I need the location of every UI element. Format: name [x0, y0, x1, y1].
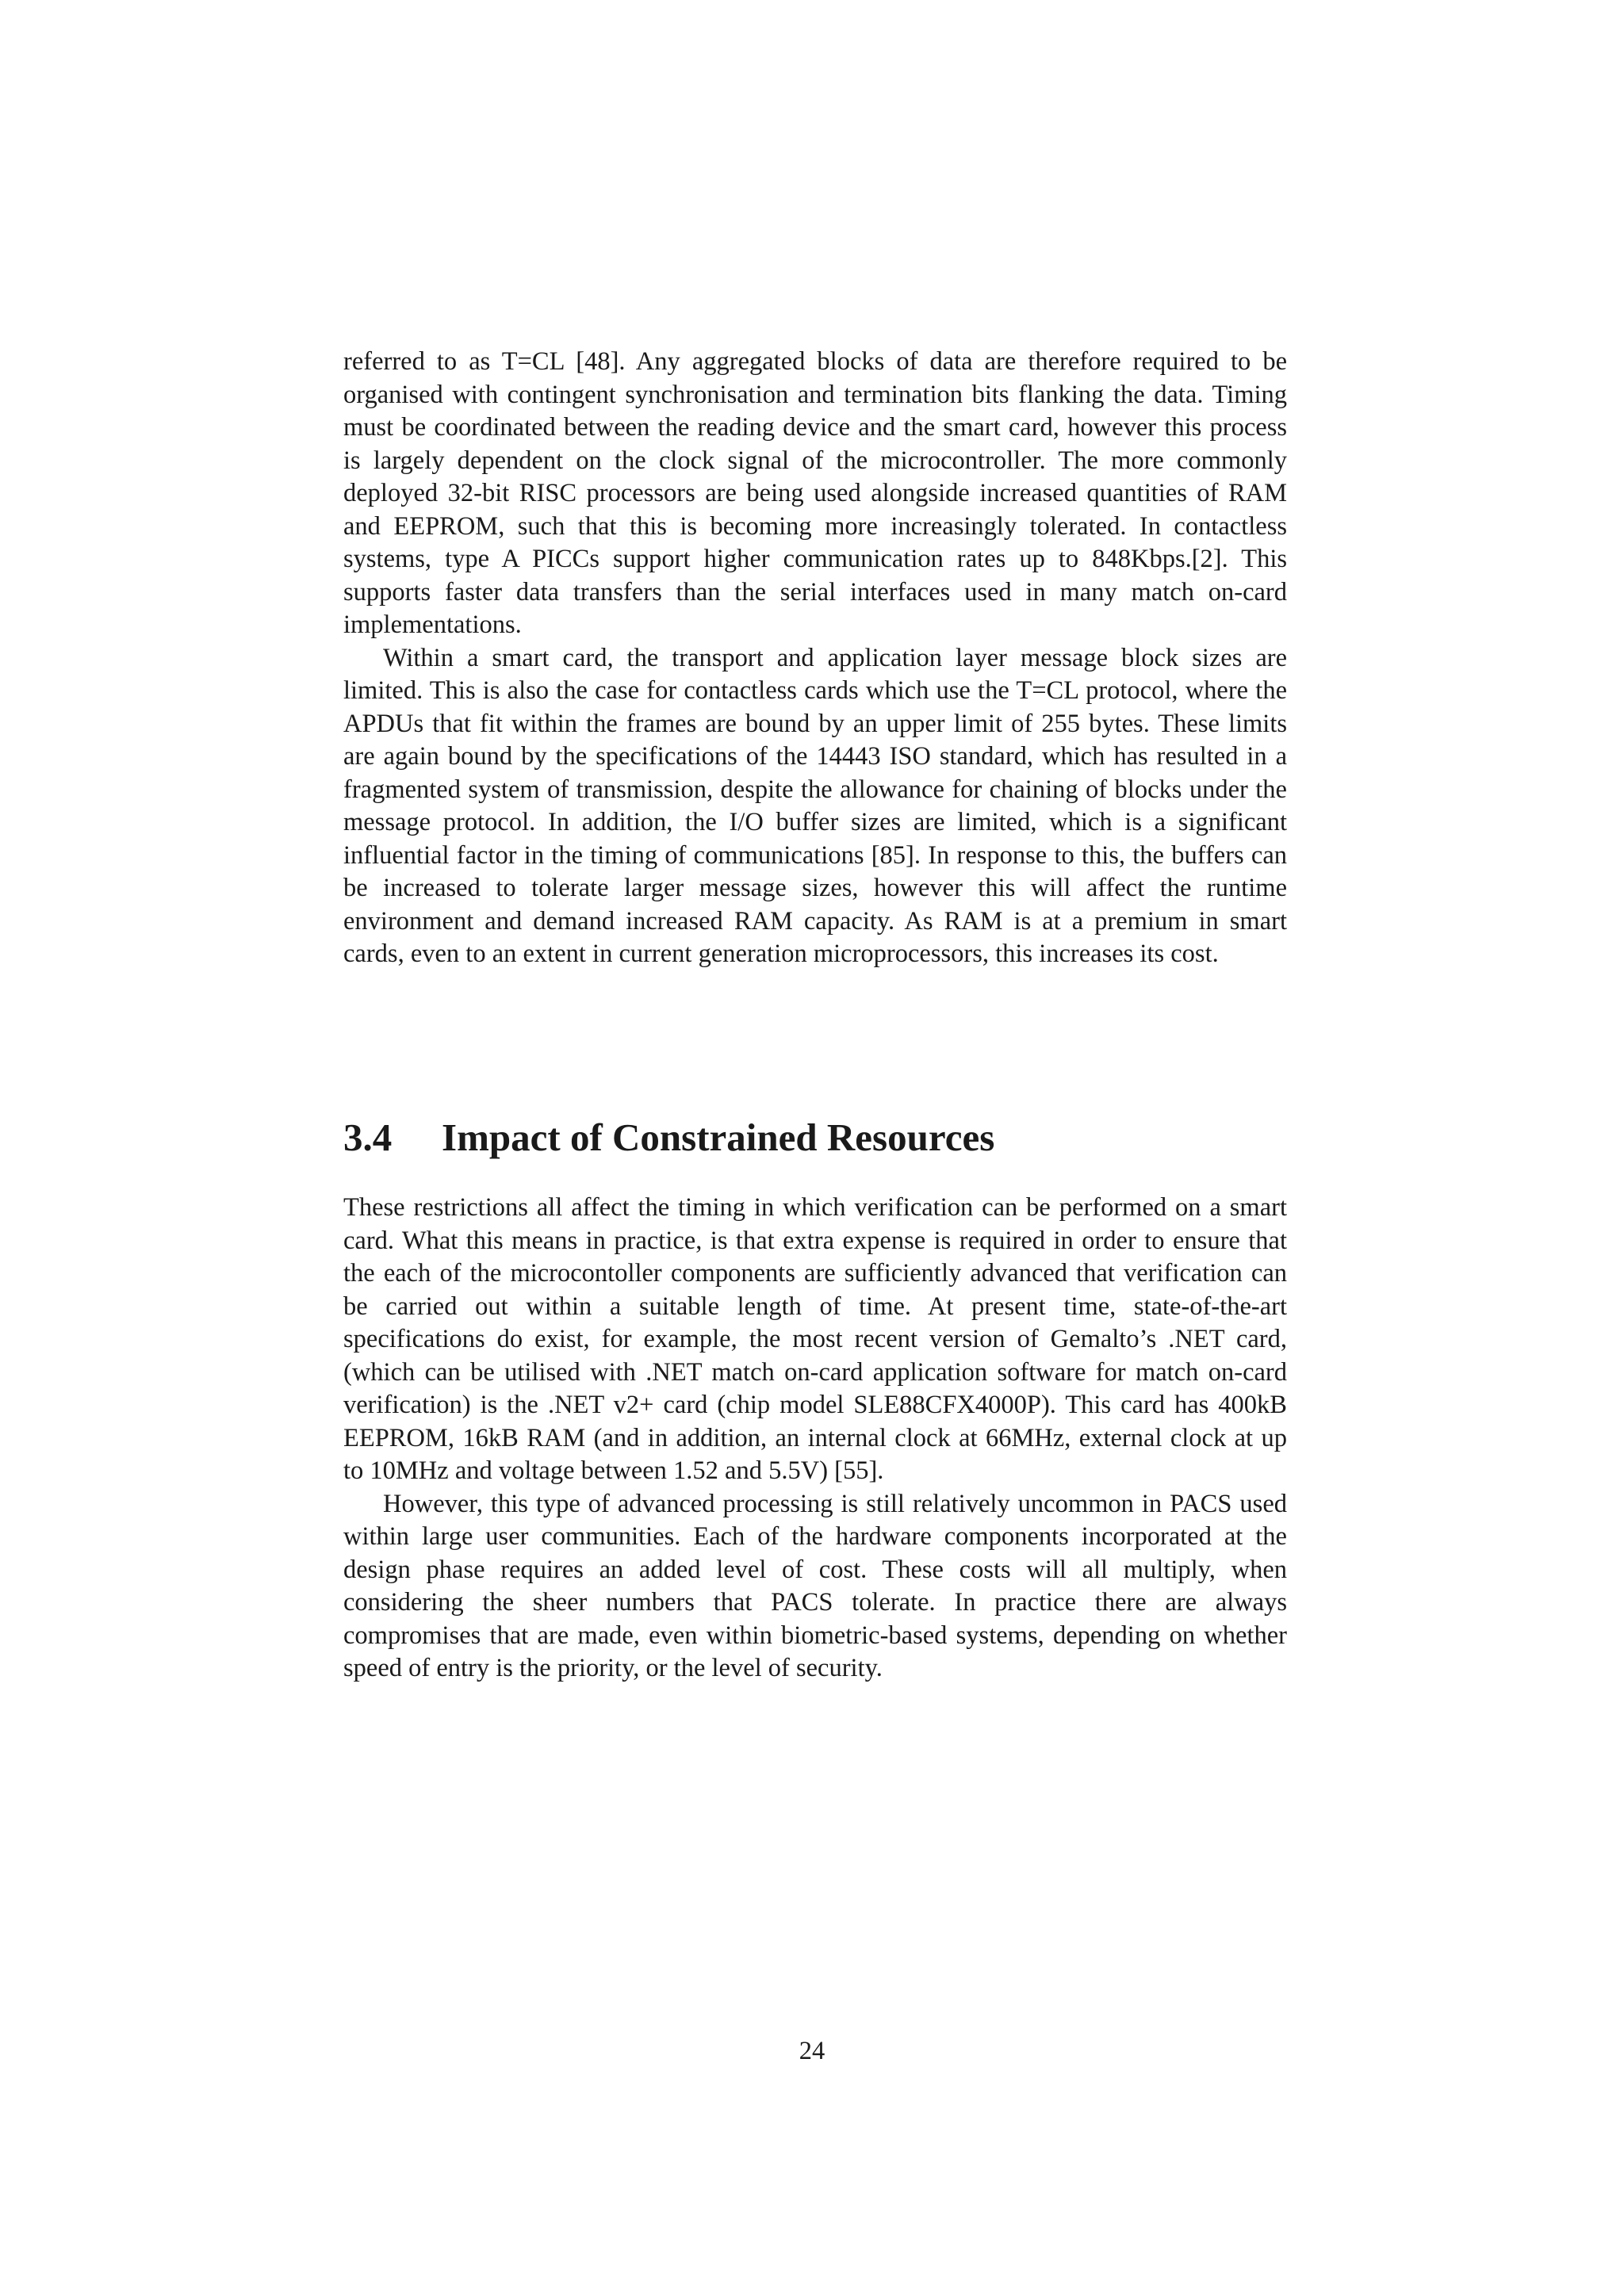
section-heading — [343, 1114, 1287, 1161]
page-number: 24 — [799, 2037, 825, 2065]
paragraph: Within a smart card, the transport and application layer message block sizes are limited. This is also the case for contactless cards which use the T=CL protocol, where the APDUs that fit within the frames are bound by an upper limit of 255 bytes. These limits are again bound by the specifications of the 14443 ISO standard, which has resulted in a fragmented system of transmission, despite the allowance for chaining of blocks under the message protocol. In addition, the I/O buffer sizes are limited, which is a significant influential factor in the timing of communications [85]. In response to this, the buffers can be increased to tolerate larger message sizes, however this will affect the runtime environment and demand increased RAM capacity. As RAM is at a premium in smart cards, even to an extent in current generation microprocessors, this increases its cost. — [343, 643, 1287, 968]
paragraph-continued: referred to as T=CL [48]. Any aggregated blocks of data are therefore required to be organised with contingent synchronisation and termination bits flanking the data. Timing must be coordinated between the reading device and the smart card, however this process is largely dependent on the clock signal of the microcontroller. The more commonly deployed 32-bit RISC processors are being used alongside increased quantities of RAM and EEPROM, such that this is becoming more increasingly tolerated. In contactless systems, type A PICCs support higher communication rates up to 848Kbps.[2]. This supports faster data transfers than the serial interfaces used in many match on-card implementations. — [343, 347, 1287, 639]
body-text-before-section — [343, 346, 1287, 971]
section-number: 3.4 — [343, 1115, 393, 1159]
paragraph: These restrictions all affect the timing in which verification can be performed on a smart card. What this means in practice, is that extra expense is required in order to ensure that the each of the microcontoller components are sufficiently advanced that verification can be carried out within a suitable length of time. At present time, state-of-the-art specifications do exist, for example, the most recent version of Gemalto’s .NET card, (which can be utilised with .NET match on-card application software for match on-card verification) is the .NET v2+ card (chip model SLE88CFX4000P). This card has 400kB EEPROM, 16kB RAM (and in addition, an internal clock at 66MHz, external clock at up to 10MHz and voltage between 1.52 and 5.5V) [55]. — [343, 1193, 1287, 1485]
paragraph: However, this type of advanced processing is still relatively uncommon in PACS used within large user communities. Each of the hardware components incorporated at the design phase requires an added level of cost. These costs will all multiply, when considering the sheer numbers that PACS tolerate. In practice there are always compromises that are made, even within biometric-based systems, depending on whether speed of entry is the priority, or the level of security. — [343, 1489, 1287, 1682]
section-title: Impact of Constrained Resources — [442, 1115, 995, 1159]
body-text-section — [343, 1192, 1287, 1686]
